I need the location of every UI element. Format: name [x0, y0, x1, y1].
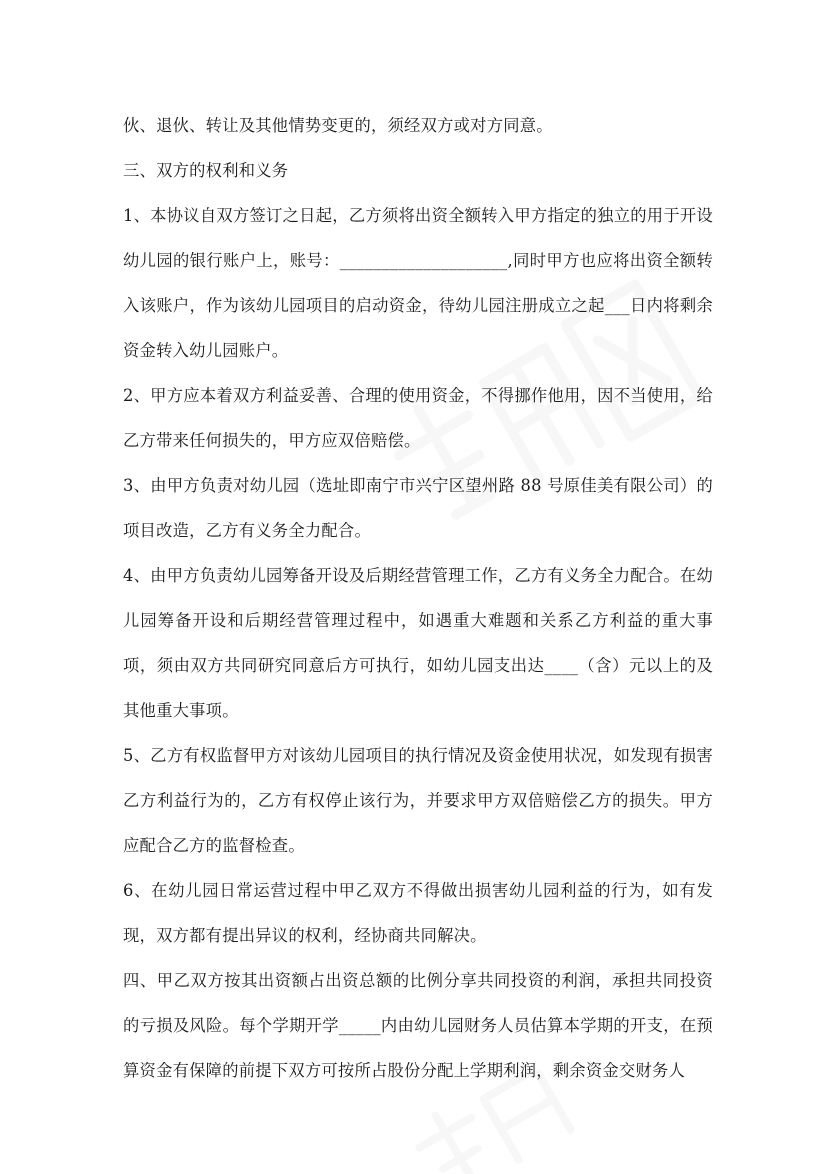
clause-6: 6、在幼儿园日常运营过程中甲乙双方不得做出损害幼儿园利益的行为，如有发现，双方都有提出异议的权利，经协商共同解决。 — [123, 881, 713, 945]
clause-4: 4、由甲方负责幼儿园筹备开设及后期经营管理工作，乙方有义务全力配合。在幼儿园筹备开设和后期经营管理过程中，如遇重大难题和关系乙方利益的重大事项，须由双方共同研究同意后方可执行，如幼儿园支出达____（含）元以上的及其他重大事项。 — [123, 566, 713, 720]
section-four-profit: 四、甲乙双方按其出资额占出资总额的比例分享共同投资的利润，承担共同投资的亏损及风险。每个学期开学_____内由幼儿园财务人员估算本学期的开支，在预算资金有保障的前提下双方可按所占股份分配上学期利润，剩余资金交财务人 — [123, 971, 713, 1080]
clause-5: 5、乙方有权监督甲方对该幼儿园项目的执行情况及资金使用状况，如发现有损害乙方利益行为的，乙方有权停止该行为，并要求甲方双倍赔偿乙方的损失。甲方应配合乙方的监督检查。 — [123, 746, 713, 855]
document-body — [123, 103, 713, 1093]
paragraph-1: 伙、退伙、转让及其他情势变更的，须经双方或对方同意。 — [123, 116, 553, 135]
section-heading-rights: 三、双方的权利和义务 — [123, 161, 289, 180]
clause-3: 3、由甲方负责对幼儿园（选址即南宁市兴宁区望州路 88 号原佳美有限公司）的项目改造，乙方有义务全力配合。 — [123, 476, 713, 540]
clause-1: 1、本协议自双方签订之日起，乙方须将出资全额转入甲方指定的独立的用于开设幼儿园的银行账户上，账号：____________________,同时甲方也应将出资全额转入该账户，作为该幼儿园项目的启动资金，待幼儿园注册成立之起___日内将剩余资金转入幼儿园账户。 — [123, 206, 713, 360]
clause-2: 2、甲方应本着双方利益妥善、合理的使用资金，不得挪作他用，因不当使用，给乙方带来任何损失的，甲方应双倍赔偿。 — [123, 386, 713, 450]
